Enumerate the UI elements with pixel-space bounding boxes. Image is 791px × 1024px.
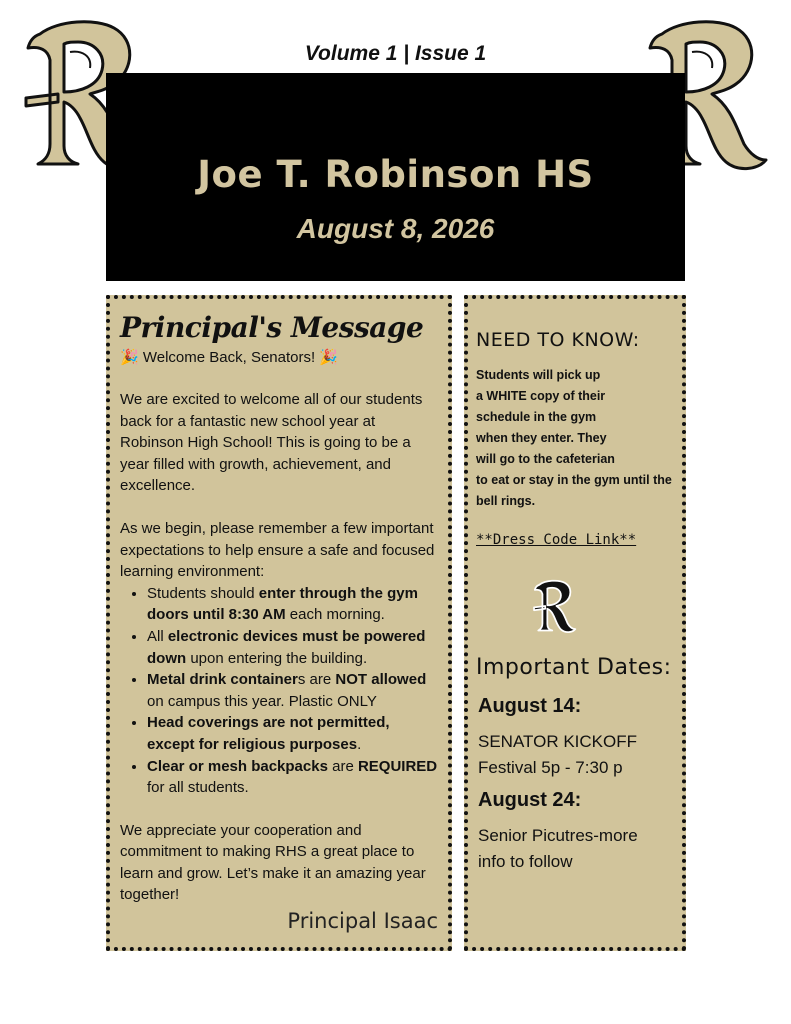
principal-message-box <box>106 295 452 951</box>
issue-date: August 8, 2026 <box>296 213 495 244</box>
volume-issue: Volume 1 | Issue 1 <box>304 42 487 65</box>
need-to-know-line: schedule in the gym <box>476 410 597 424</box>
need-to-know-text <box>476 365 678 512</box>
gothic-r-logo-small <box>530 578 578 634</box>
event-date: August 24: <box>478 789 582 811</box>
event-text: info to follow <box>478 852 573 871</box>
list-item: • Metal drink containers are NOT allowed on campus this year. Plastic ONLY <box>147 669 439 712</box>
need-to-know-line: a WHITE copy of their <box>476 389 606 403</box>
list-item: • Clear or mesh backpacks are REQUIRED for all students. <box>147 756 439 799</box>
party-popper-icon: 🎉 <box>319 349 339 366</box>
gothic-r-logo-icon <box>530 578 578 634</box>
closing-paragraph: We appreciate your cooperation and commitment to making RHS a great place to learn and grow. Let’s make it an amazing year together! <box>120 821 426 904</box>
list-item: • All electronic devices must be powered down upon entering the building. <box>147 626 439 669</box>
need-to-know-line: will go to the cafeterian <box>476 452 615 466</box>
welcome-text: Welcome Back, Senators! <box>142 349 316 366</box>
expectations-list <box>120 583 439 799</box>
party-popper-icon: 🎉 <box>120 349 139 366</box>
event-date: August 14: <box>478 695 582 717</box>
event-text: Senior Picutres-more <box>478 826 638 845</box>
need-to-know-title: NEED TO KNOW: <box>476 329 640 351</box>
important-dates-title: Important Dates: <box>476 655 672 680</box>
intro-paragraph: We are excited to welcome all of our students back for a fantastic new school year at Robinson High School! This is going to be a year filled with growth, achievement, and excellence. <box>120 391 423 495</box>
dress-code-link[interactable]: **Dress Code Link** <box>476 532 637 548</box>
signature: Principal Isaac <box>287 909 438 933</box>
expectations-intro: As we begin, please remember a few important expectations to help ensure a safe and focused learning environment: <box>120 519 435 581</box>
list-item: • Students should enter through the gym doors until 8:30 AM each morning. <box>147 583 439 626</box>
masthead-banner <box>106 73 685 281</box>
need-to-know-line: bell rings. <box>476 494 536 508</box>
welcome-line <box>120 347 439 368</box>
need-to-know-line: to eat or stay in the gym until the <box>476 473 672 487</box>
list-item: • Head coverings are not permitted, except for religious purposes. <box>147 712 439 755</box>
event-text: SENATOR KICKOFF <box>478 732 638 751</box>
principal-message-title: Principal's Message <box>120 311 424 344</box>
school-name: Joe T. Robinson HS <box>197 153 594 196</box>
need-to-know-line: Students will pick up <box>476 368 601 382</box>
event-text: Festival 5p - 7:30 p <box>478 758 623 777</box>
need-to-know-line: when they enter. They <box>476 431 607 445</box>
